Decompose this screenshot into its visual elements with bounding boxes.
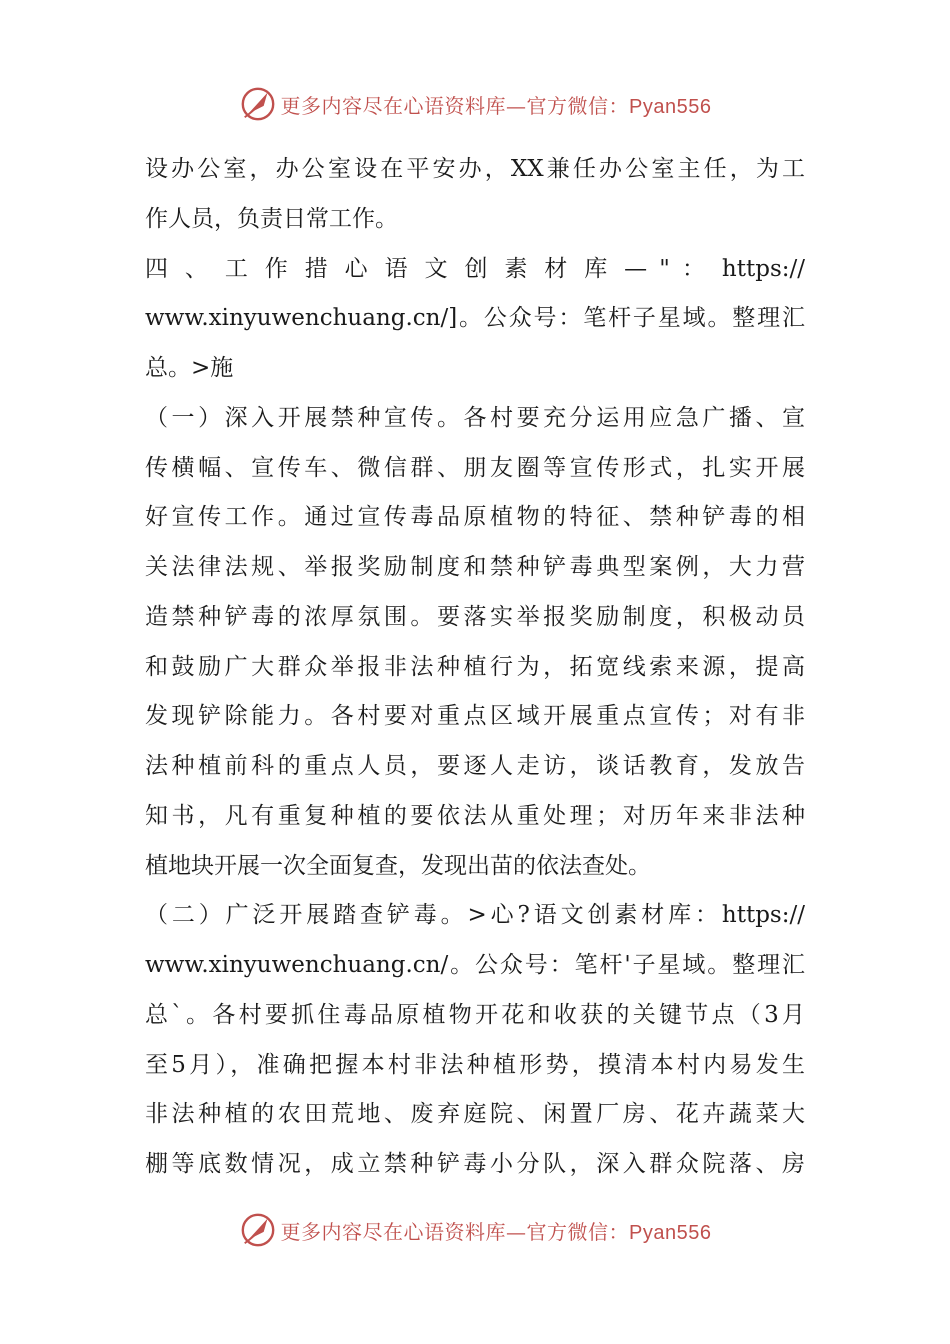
quill-logo-icon (239, 85, 277, 123)
header-banner (0, 82, 950, 126)
document-body (145, 145, 805, 1190)
text-line: 好宣传工作。通过宣传毒品原植物的特征、禁种铲毒的相 (145, 504, 805, 531)
banner-account: Pyan556 (629, 95, 712, 118)
text-line: www.xinyuwenchuang.cn/。公众号：笔杆'子星域。整理汇 (145, 952, 805, 978)
footer-banner (0, 1208, 950, 1252)
text-line: 作人员，负责日常工作。 (145, 205, 398, 232)
text-line: （二）广泛开展踏查铲毒。>心?语文创素材库：https:// (145, 902, 805, 929)
text-line: 总`。各村要抓住毒品原植物开花和收获的关键节点（3月 (145, 1001, 805, 1028)
text-line: 造禁种铲毒的浓厚氛围。要落实举报奖励制度，积极动员 (145, 603, 805, 630)
text-line: 总。>施 (145, 355, 234, 381)
text-line: www.xinyuwenchuang.cn/]。公众号：笔杆子星域。整理汇 (145, 305, 805, 332)
banner-text (281, 1216, 712, 1245)
text-line: 棚等底数情况，成立禁种铲毒小分队，深入群众院落、房 (145, 1151, 805, 1177)
text-line: 发现铲除能力。各村要对重点区域开展重点宣传；对有非 (145, 703, 805, 730)
banner-label: 更多内容尽在心语资料库—官方微信： (280, 93, 630, 118)
text-line: 和鼓励广大群众举报非法种植行为，拓宽线索来源，提高 (145, 653, 805, 680)
text-line: 非法种植的农田荒地、废弃庭院、闲置厂房、花卉蔬菜大 (145, 1101, 805, 1128)
text-line: 设办公室，办公室设在平安办，XX兼任办公室主任，为工 (145, 156, 805, 182)
text-line: 法种植前科的重点人员，要逐人走访，谈话教育，发放告 (145, 753, 805, 779)
text-line: 关法律法规、举报奖励制度和禁种铲毒典型案例，大力营 (145, 554, 805, 580)
text-line: 传横幅、宣传车、微信群、朋友圈等宣传形式，扎实开展 (145, 454, 805, 481)
section-heading-line: 四 、 工 作 措 心 语 文 创 素 材 库 — " ： https:// (145, 255, 805, 282)
banner-text (281, 90, 712, 119)
quill-logo-icon (239, 1211, 277, 1249)
banner-account: Pyan556 (629, 1221, 712, 1244)
text-line: （一）深入开展禁种宣传。各村要充分运用应急广播、宣 (145, 404, 805, 431)
text-line: 知书，凡有重复种植的要依法从重处理；对历年来非法种 (145, 802, 805, 829)
banner-label: 更多内容尽在心语资料库—官方微信： (280, 1219, 630, 1244)
text-line: 至5月），准确把握本村非法种植形势，摸清本村内易发生 (145, 1051, 805, 1078)
text-line: 植地块开展一次全面复查，发现出苗的依法查处。 (145, 852, 651, 879)
